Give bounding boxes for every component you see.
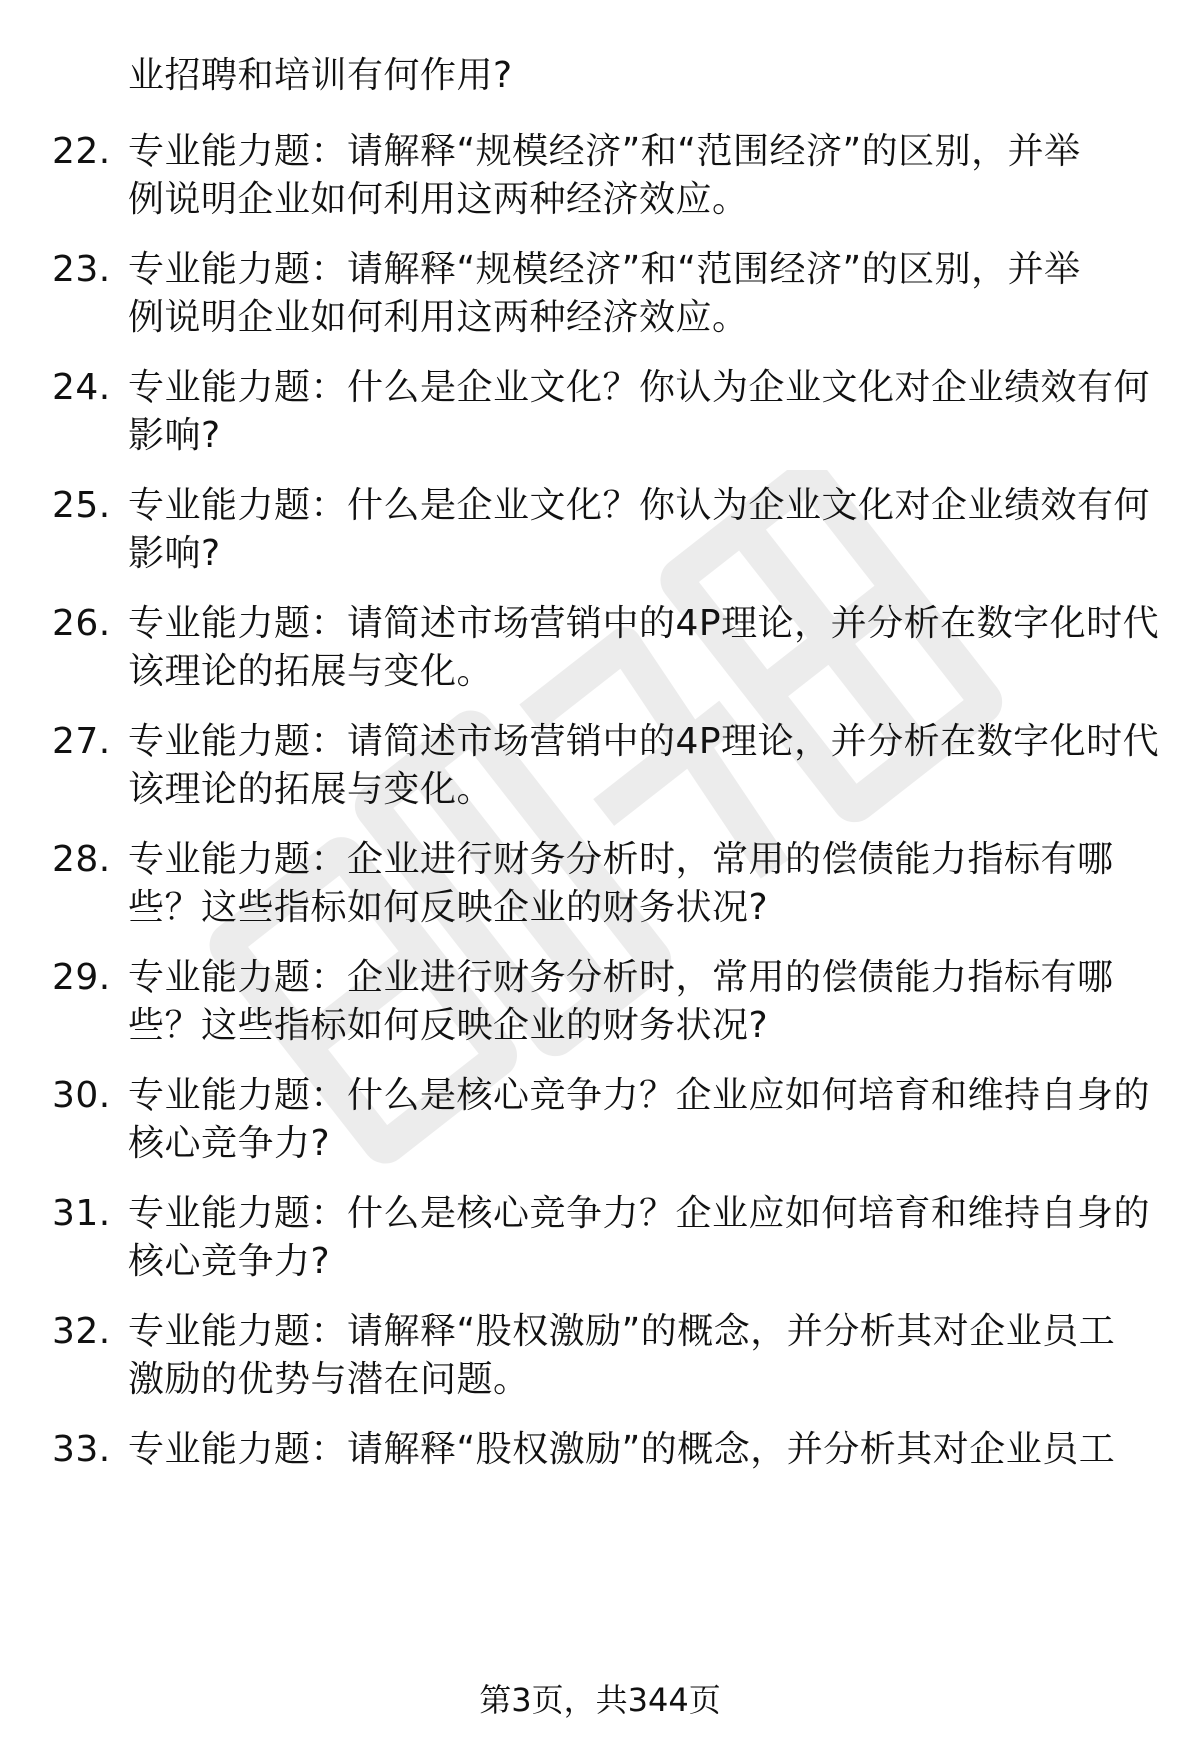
question-line: 例说明企业如何利用这两种经济效应。 bbox=[128, 179, 749, 220]
question-line: 专业能力题：什么是核心竞争力？企业应如何培育和维持自身的 bbox=[128, 1075, 1151, 1116]
question-line: 业招聘和培训有何作用? bbox=[128, 55, 513, 96]
question-number: 25. bbox=[52, 485, 111, 526]
question-text bbox=[128, 1426, 1148, 1474]
question-text bbox=[128, 482, 1151, 578]
question-text bbox=[128, 954, 1148, 1050]
question-line: 专业能力题：企业进行财务分析时，常用的偿债能力指标有哪 bbox=[128, 957, 1114, 998]
question-text bbox=[128, 836, 1148, 932]
question-line: 专业能力题：请解释“股权激励”的概念，并分析其对企业员工 bbox=[128, 1429, 1116, 1470]
question-line: 些？这些指标如何反映企业的财务状况? bbox=[128, 887, 769, 928]
question-line: 影响? bbox=[128, 533, 221, 574]
question-line: 专业能力题：什么是企业文化？你认为企业文化对企业绩效有何 bbox=[128, 367, 1151, 408]
question-number: 33. bbox=[52, 1429, 111, 1470]
question-line: 该理论的拓展与变化。 bbox=[128, 769, 494, 810]
question-number: 24. bbox=[52, 367, 111, 408]
question-number: 23. bbox=[52, 249, 111, 290]
question-line: 核心竞争力? bbox=[128, 1241, 331, 1282]
question-line: 专业能力题：请解释“规模经济”和“范围经济”的区别，并举 bbox=[128, 131, 1081, 172]
question-text bbox=[128, 1190, 1151, 1286]
question-line: 专业能力题：请简述市场营销中的4P理论，并分析在数字化时代 bbox=[128, 603, 1160, 644]
question-number: 28. bbox=[52, 839, 111, 880]
question-text bbox=[128, 600, 1160, 696]
question-line: 专业能力题：什么是核心竞争力？企业应如何培育和维持自身的 bbox=[128, 1193, 1151, 1234]
question-line: 专业能力题：请简述市场营销中的4P理论，并分析在数字化时代 bbox=[128, 721, 1160, 762]
question-line: 些？这些指标如何反映企业的财务状况? bbox=[128, 1005, 769, 1046]
question-line: 例说明企业如何利用这两种经济效应。 bbox=[128, 297, 749, 338]
question-number: 22. bbox=[52, 131, 111, 172]
question-number: 32. bbox=[52, 1311, 111, 1352]
question-line: 该理论的拓展与变化。 bbox=[128, 651, 494, 692]
question-line: 专业能力题：请解释“规模经济”和“范围经济”的区别，并举 bbox=[128, 249, 1081, 290]
question-line: 专业能力题：请解释“股权激励”的概念，并分析其对企业员工 bbox=[128, 1311, 1116, 1352]
question-line: 影响? bbox=[128, 415, 221, 456]
question-number: 31. bbox=[52, 1193, 111, 1234]
question-text bbox=[128, 1072, 1151, 1168]
question-text bbox=[128, 718, 1160, 814]
question-line: 核心竞争力? bbox=[128, 1123, 331, 1164]
question-line: 专业能力题：企业进行财务分析时，常用的偿债能力指标有哪 bbox=[128, 839, 1114, 880]
question-text bbox=[128, 1308, 1148, 1404]
page-number-footer: 第3页，共344页 bbox=[479, 1681, 721, 1719]
question-line: 专业能力题：什么是企业文化？你认为企业文化对企业绩效有何 bbox=[128, 485, 1151, 526]
question-text bbox=[128, 52, 1148, 100]
question-number: 26. bbox=[52, 603, 111, 644]
question-number: 27. bbox=[52, 721, 111, 762]
question-text bbox=[128, 128, 1148, 224]
question-number: 29. bbox=[52, 957, 111, 998]
question-text bbox=[128, 246, 1148, 342]
question-line: 激励的优势与潜在问题。 bbox=[128, 1359, 530, 1400]
question-number: 30. bbox=[52, 1075, 111, 1116]
question-text bbox=[128, 364, 1151, 460]
